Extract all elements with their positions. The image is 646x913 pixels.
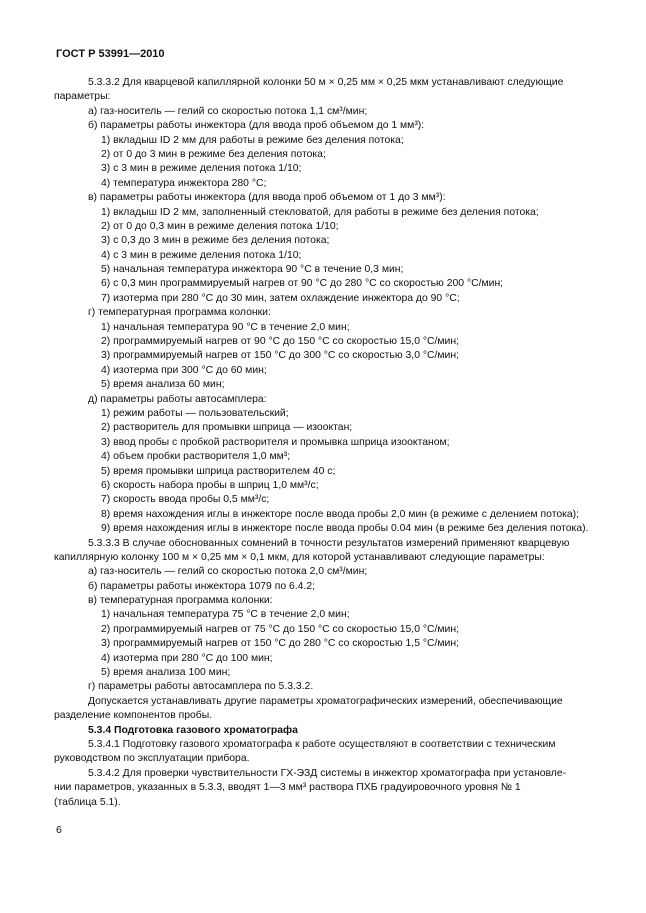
text-line: 3) программируемый нагрев от 150 °С до 300 °С со скоростью 3,0 °С/мин; — [101, 350, 459, 362]
text-line: 8) время нахождения иглы в инжекторе после ввода пробы 2,0 мин (в режиме с делением потока); — [101, 508, 580, 520]
text-line: 5.3.4.1 Подготовку газового хроматографа к работе осуществляют в соответствии с техническим — [88, 738, 556, 750]
text-line: 5.3.4 Подготовка газового хроматографа — [88, 724, 298, 736]
text-line: параметры: — [54, 91, 111, 103]
text-line: 6) скорость набора пробы в шприц 1,0 мм³/с; — [101, 479, 319, 491]
text-line: 3) программируемый нагрев от 150 °С до 280 °С со скоростью 1,5 °С/мин; — [101, 638, 459, 650]
text-line: 5.3.3.2 Для кварцевой капиллярной колонки 50 м × 0,25 мм × 0,25 мкм устанавливают следующие — [88, 77, 564, 88]
text-line: 3) ввод пробы с пробкой растворителя и промывка шприца изооктаном; — [101, 436, 450, 448]
text-line: а) газ-носитель — гелий со скоростью потока 1,1 см³/мин; — [88, 105, 368, 117]
text-line: 4) температура инжектора 280 °С; — [101, 177, 267, 189]
text-line: 5.3.4.2 Для проверки чувствительности ГХ-ЭЗД системы в инжектор хроматографа при установле- — [88, 767, 567, 779]
text-line: 4) объем пробки растворителя 1,0 мм³; — [101, 451, 291, 463]
text-line: 1) режим работы — пользовательский; — [101, 407, 289, 419]
text-line: капиллярную колонку 100 м × 0,25 мм × 0,1 мкм, для которой устанавливают следующие параметры: — [54, 551, 545, 563]
text-line: 2) программируемый нагрев от 90 °С до 150 °С со скоростью 15,0 °С/мин; — [101, 336, 459, 348]
text-line: (таблица 5.1). — [54, 796, 121, 808]
text-line: б) параметры работы инжектора 1079 по 6.4.2; — [88, 580, 315, 592]
text-line: 1) начальная температура 75 °С в течение 2,0 мин; — [101, 609, 350, 621]
text-line: 5) время промывки шприца растворителем 40 с; — [101, 465, 336, 477]
text-line: 2) растворитель для промывки шприца — изооктан; — [101, 422, 353, 434]
text-line: б) параметры работы инжектора (для ввода проб объемом до 1 мм³): — [88, 120, 425, 132]
text-line: 6) с 0,3 мин программируемый нагрев от 90 °С до 280 °С со скоростью 200 °С/мин; — [101, 278, 504, 290]
text-line: а) газ-носитель — гелий со скоростью потока 2,0 см³/мин; — [88, 566, 368, 578]
document-body — [54, 76, 590, 810]
text-line: 3) с 3 мин в режиме деления потока 1/10; — [101, 163, 302, 175]
text-line: 5) время анализа 100 мин; — [101, 667, 231, 679]
text-line: 1) начальная температура 90 °С в течение 2,0 мин; — [101, 321, 350, 333]
text-line: в) температурная программа колонки: — [88, 595, 273, 607]
text-line: 4) с 3 мин в режиме деления потока 1/10; — [101, 249, 302, 261]
document-header: ГОСТ Р 53991—2010 — [56, 48, 165, 60]
text-line: д) параметры работы автосамплера: — [88, 393, 267, 405]
text-line: г) температурная программа колонки: — [88, 307, 271, 319]
text-line: в) параметры работы инжектора (для ввода проб объемом от 1 до 3 мм³): — [88, 192, 446, 204]
text-line: 7) изотерма при 280 °С до 30 мин, затем охлаждение инжектора до 90 °С; — [101, 292, 460, 304]
text-line: 4) изотерма при 280 °С до 100 мин; — [101, 652, 273, 664]
text-line: 9) время нахождения иглы в инжекторе после ввода пробы 0.04 мин (в режиме без деления потока). — [101, 523, 589, 535]
text-line: руководством по эксплуатации прибора. — [54, 753, 250, 765]
text-line: 7) скорость ввода пробы 0,5 мм³/с; — [101, 494, 270, 506]
text-line: 5) время анализа 60 мин; — [101, 379, 225, 391]
text-line: 2) от 0 до 3 мин в режиме без деления потока; — [101, 148, 326, 160]
text-line: 2) программируемый нагрев от 75 °С до 150 °С со скоростью 15,0 °С/мин; — [101, 623, 459, 635]
text-line: Допускается устанавливать другие параметры хроматографических измерений, обеспечивающие — [88, 695, 563, 707]
text-line: 4) изотерма при 300 °С до 60 мин; — [101, 364, 267, 376]
text-line: 5.3.3.3 В случае обоснованных сомнений в точности результатов измерений применяют кварцевую — [88, 537, 570, 549]
text-line: г) параметры работы автосамплера по 5.3.3.2. — [88, 681, 314, 693]
text-line: 1) вкладыш ID 2 мм для работы в режиме без деления потока; — [101, 134, 404, 146]
text-line: 3) с 0,3 до 3 мин в режиме без деления потока; — [101, 235, 330, 247]
text-line: нии параметров, указанных в 5.3.3, вводят 1—3 мм³ раствора ПХБ градуировочного уровня № 1 — [54, 782, 521, 794]
text-line: разделение компонентов пробы. — [54, 710, 213, 722]
text-line: 1) вкладыш ID 2 мм, заполненный стекловатой, для работы в режиме без деления потока; — [101, 206, 539, 218]
text-line: 2) от 0 до 0,3 мин в режиме деления потока 1/10; — [101, 220, 339, 232]
page-number: 6 — [56, 825, 62, 836]
text-line: 5) начальная температура инжектора 90 °С в течение 0,3 мин; — [101, 264, 404, 276]
